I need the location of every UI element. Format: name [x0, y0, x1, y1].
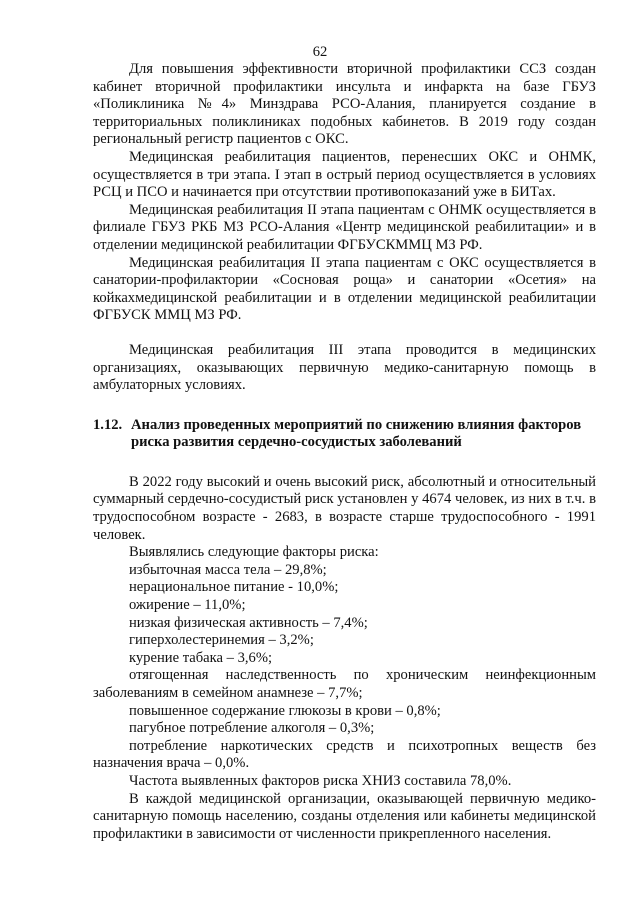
risk-factor-list: [93, 562, 596, 773]
paragraph-closing: В каждой медицинской организации, оказывающей первичную медико-санитарную помощь населению, созданы отделения или кабинеты медицинской профилактики в зависимости от численности прикрепленного населения.: [93, 790, 596, 842]
page-body: [93, 61, 596, 843]
list-item: ожирение – 11,0%;: [129, 597, 246, 614]
paragraph-rehab-onmk: Медицинская реабилитация II этапа пациентам с ОНМК осуществляется в филиале ГБУЗ РКБ МЗ РСО-Алания «Центр медицинской реабилитации» и в отделении медицинской реабилитации ФГБУСКММЦ МЗ РФ.: [93, 201, 596, 253]
factors-intro: Выявлялись следующие факторы риска:: [129, 544, 379, 561]
paragraph-rehab-oks: Медицинская реабилитация II этапа пациентам с ОКС осуществляется в санатории-профилактории «Сосновая роща» и санатории «Осетия» на койкахмедицинской реабилитации и в отделении медицинской реабилитации ФГБУСК ММЦ МЗ РФ.: [93, 254, 596, 324]
list-item: избыточная масса тела – 29,8%;: [129, 561, 327, 578]
page-number: 62: [312, 44, 328, 60]
paragraph-secondary-prevention: Для повышения эффективности вторичной профилактики ССЗ создан кабинет вторичной профилактики инсульта и инфаркта на базе ГБУЗ «Поликлиника №4» Минздрава РСО-Алания, планируется создание в территориальных поликлиниках подобных кабинетов. В 2019 году создан региональный регистр пациентов с ОКС.: [93, 61, 596, 148]
paragraph-rehab-stages: Медицинская реабилитация пациентов, перенесших ОКС и ОНМК, осуществляется в три этапа. I этап в острый период осуществляется в условиях РСЦ и ПСО и начинается при отсутствии противопоказаний уже в БИТах.: [93, 148, 596, 201]
list-item: пагубное потребление алкоголя – 0,3%;: [129, 720, 375, 737]
list-item: отягощенная наследственность по хроническим неинфекционным заболеваниям в семейном анамнезе – 7,7%;: [93, 667, 596, 701]
list-item: потребление наркотических средств и психотропных веществ без назначения врача – 0,0%.: [93, 737, 596, 772]
list-item: курение табака – 3,6%;: [129, 649, 273, 666]
paragraph-risk-intro: В 2022 году высокий и очень высокий риск, абсолютный и относительный суммарный сердечно-сосудистый риск установлен у 4674 человек, из них в т.ч. в трудоспособном возрасте - 2683, в возрасте старше трудоспособного - 1991 человек.: [93, 473, 596, 543]
section-heading: [93, 417, 596, 452]
list-item: гиперхолестеринемия – 3,2%;: [129, 632, 314, 649]
list-item: повышенное содержание глюкозы в крови – 0,8%;: [129, 702, 441, 719]
list-item: низкая физическая активность – 7,4%;: [129, 614, 368, 631]
frequency-sentence: Частота выявленных факторов риска ХНИЗ составила 78,0%.: [129, 772, 512, 789]
paragraph-rehab-stage3: Медицинская реабилитация III этапа проводится в медицинских организациях, оказывающих первичную медико-санитарную помощь в амбулаторных условиях.: [93, 341, 596, 394]
list-item: нерациональное питание - 10,0%;: [129, 579, 339, 596]
section-number: 1.12.: [93, 416, 123, 433]
section-title: Анализ проведенных мероприятий по снижению влияния факторов риска развития сердечно-сосудистых заболеваний: [131, 416, 582, 451]
